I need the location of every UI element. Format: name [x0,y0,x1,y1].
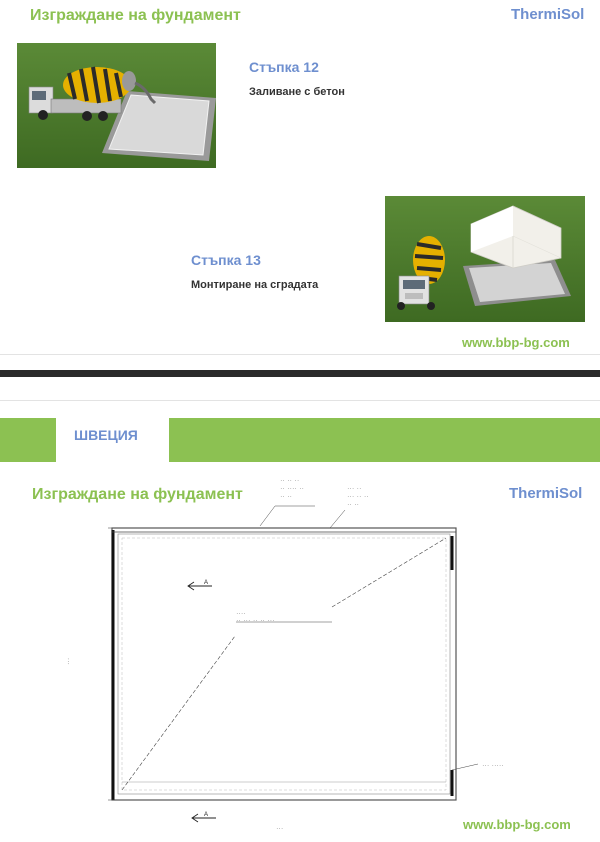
direction-arrow-icon [188,580,212,590]
banner-left-block [0,418,56,462]
step12-image [17,43,216,168]
foundation-plan-drawing [66,470,570,837]
country-banner-label: ШВЕЦИЯ [74,427,138,443]
slide2-top-rule [0,400,600,401]
slide2-title: Изграждане на фундамент [32,486,243,503]
slide1-url[interactable]: www.bbp-bg.com [462,335,570,350]
svg-text:··· ·· ··: ··· ·· ·· [347,494,369,499]
svg-text:···: ··· [276,826,284,831]
step13-image [385,196,585,322]
slide2-url[interactable]: www.bbp-bg.com [463,817,571,832]
slide1-footer-rule [0,354,600,355]
svg-text:··· ·····: ··· ····· [482,763,504,768]
svg-text:·· ··· ·· ·· ···: ·· ··· ·· ·· ··· [236,618,275,623]
step12-description: Заливане с бетон [249,86,345,98]
slide-separator [0,370,600,377]
svg-text:A: A [204,580,209,586]
svg-text:·· ···· ··: ·· ···· ·· [280,486,305,491]
direction-arrow-icon [192,812,216,822]
svg-text:A: A [204,812,209,818]
svg-text:··· ··: ··· ·· [347,486,362,491]
svg-text:·· ··: ·· ·· [347,502,360,507]
step12-title: Стъпка 12 [249,59,319,75]
svg-text:·· ·· ··: ·· ·· ·· [280,478,300,483]
slide2-brand: ThermiSol [509,485,583,502]
slide1-title: Изграждане на фундамент [30,7,241,24]
banner-right-block [169,418,600,462]
slide1-brand: ThermiSol [511,6,585,23]
svg-text:····: ···· [236,611,246,616]
step13-title: Стъпка 13 [191,252,261,268]
svg-text:···: ··· [66,657,71,665]
svg-text:·· ··: ·· ·· [280,494,293,499]
step13-description: Монтиране на сградата [191,279,319,291]
